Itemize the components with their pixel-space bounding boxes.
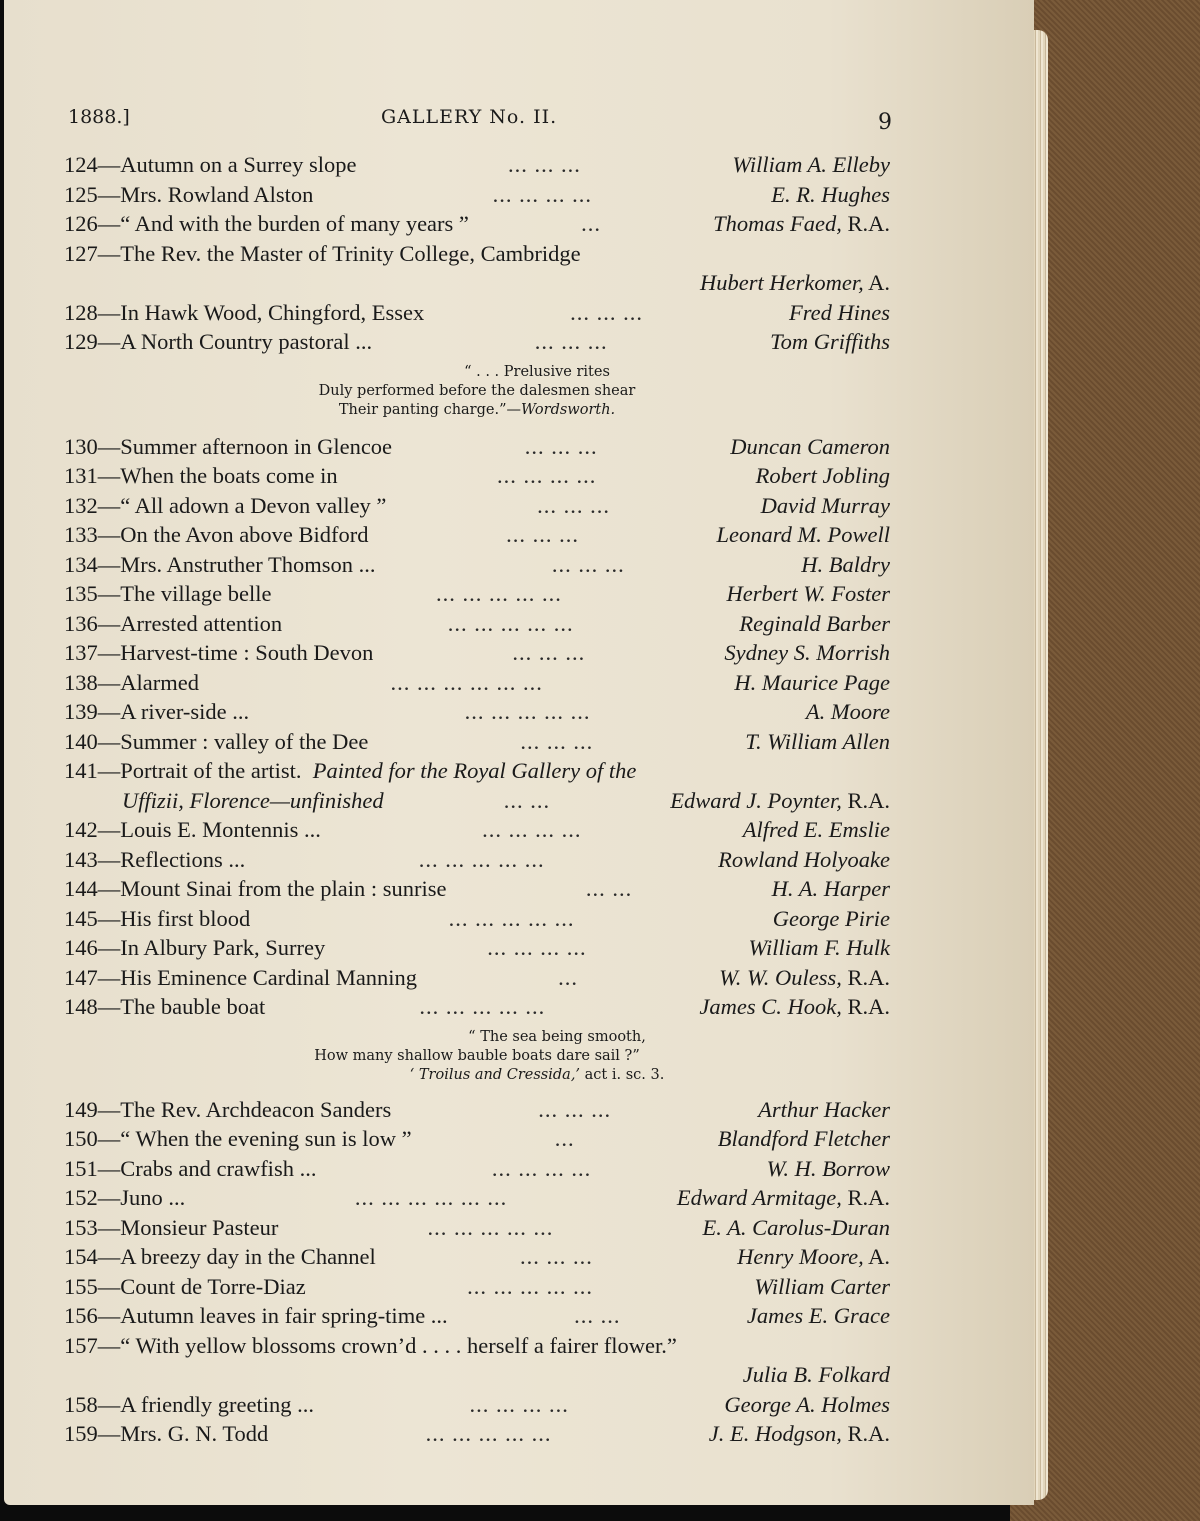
artist-name: E. R. Hughes [771,181,890,207]
entry-title: 126—“ And with the burden of many years ” [64,211,469,236]
entry-artist [745,727,890,757]
leader-dots: ... ... ... ... [482,817,582,842]
entry-artist [716,520,890,550]
entry-artist [743,815,890,845]
entry-title: 158—A friendly greeting ... [64,1391,314,1417]
quote-shakespeare [64,1028,890,1085]
quote-line: How many shallow bauble boats dare sail ?” [314,1047,640,1064]
leader-dots: ... ... ... ... ... [419,994,546,1019]
entry-note: Painted for the Royal Gallery of the [312,758,637,783]
entry-artist [773,904,890,934]
list-item [64,1124,890,1154]
artist-rank: A. [863,1244,890,1269]
leader-dots: ... ... ... [534,329,608,354]
artist-rank: A. [863,270,890,295]
entry-title: 153—Monsieur Pasteur [64,1214,279,1240]
entry-title: 125—Mrs. Rowland Alston [64,181,314,207]
list-item [64,1213,890,1243]
artist-name: H. Maurice Page [734,669,890,695]
quote-line: “ The sea being smooth, [468,1028,646,1045]
entry-title: 146—In Albury Park, Surrey [64,935,326,960]
entry-artist [677,1183,890,1213]
list-item [64,1301,890,1331]
artist-name: Henry Moore, [737,1244,864,1269]
entry-title: 140—Summer : valley of the Dee [64,728,369,754]
leader-dots: ... ... ... ... ... [467,1273,593,1299]
artist-rank: R.A. [841,994,890,1019]
entry-artist [761,491,890,521]
entry-title: 149—The Rev. Archdeacon Sanders [64,1096,392,1122]
list-item [64,697,890,727]
running-head [68,100,892,136]
entry-title: 155—Count de Torre-Diaz [64,1273,306,1299]
list-item [64,727,890,757]
entry-artist [718,845,890,875]
artist-name: Robert Jobling [755,463,890,488]
leader-dots: ... ... ... [570,299,644,325]
artist-name: Fred Hines [788,299,890,325]
artist-name: H. Baldry [801,551,890,577]
leader-dots: ... [581,211,601,236]
leader-dots: ... ... [574,1303,621,1328]
leader-dots: ... ... ... [520,1244,593,1269]
header-title: GALLERY No. II. [381,106,558,128]
entry-title: 127—The Rev. the Master of Trinity College, Cambridge [64,240,581,266]
leader-dots: ... ... ... [520,728,594,754]
leader-dots: ... ... ... ... [487,935,587,960]
entry-artist [756,461,890,491]
artist-name: J. E. Hodgson, [708,1421,842,1446]
artist-name: David Murray [760,492,890,518]
entry-artist [801,550,890,580]
artist-name: Herbert W. Foster [726,581,890,606]
artist-name: James C. Hook, [699,994,842,1019]
quote-source: Wordsworth. [521,401,616,418]
list-item [64,579,890,609]
quote-line: Their panting charge.”—Wordsworth. [338,401,616,418]
entry-title: 138—Alarmed [64,669,199,695]
entry-title: 141—Portrait of the artist. Painted for the Royal Gallery of the [64,758,637,783]
list-item [64,1183,890,1213]
artist-name: James E. Grace [746,1303,890,1328]
artist-name: George A. Holmes [724,1391,890,1417]
list-item [64,874,890,904]
leader-dots: ... ... [503,787,551,813]
entry-artist [730,432,890,462]
entry-title: 130—Summer afternoon in Glencoe [64,433,393,459]
entry-artist [758,1095,890,1125]
entry-artist [771,180,890,210]
list-item [64,150,890,180]
entry-title: 144—Mount Sinai from the plain : sunrise [64,876,447,901]
leader-dots: ... ... ... ... ... [447,610,574,636]
list-item [64,461,890,491]
artist-name: Hubert Herkomer, [700,270,864,295]
list-item [64,239,890,269]
list-item [64,268,890,298]
list-item [64,992,890,1022]
leader-dots: ... ... ... ... [496,463,597,488]
entry-title: 152—Juno ... [64,1185,186,1210]
leader-dots: ... [554,1126,575,1151]
leader-dots: ... ... ... ... [492,181,593,207]
leader-dots: ... ... ... ... ... [427,1214,554,1240]
quote-line: Duly performed before the dalesmen shear [318,382,636,399]
artist-name: Sydney S. Morrish [724,640,890,665]
artist-rank: R.A. [841,211,890,236]
list-item [64,1242,890,1272]
entry-artist [724,638,890,668]
list-item [64,904,890,934]
leader-dots: ... ... ... ... ... ... [390,669,543,695]
entry-artist [747,1301,890,1331]
entry-artist [767,1154,890,1184]
list-item [64,609,890,639]
leader-dots: ... ... ... [537,492,610,518]
list-item [64,491,890,521]
entry-title: 145—His first blood [64,905,251,931]
leader-dots: ... ... [585,876,633,901]
leader-dots: ... ... ... ... ... [436,581,562,606]
quote-line: ‘ Troilus and Cressida,’ act i. sc. 3. [409,1066,665,1083]
entries-group-c [64,815,890,1022]
artist-name: Alfred E. Emslie [742,817,890,842]
entry-artist [806,697,890,727]
artist-name: T. William Allen [745,728,890,754]
entry-artist [749,933,890,963]
entry-artist [719,963,890,993]
header-year: 1888.] [68,106,130,128]
list-item [64,432,890,462]
leader-dots: ... ... ... ... [491,1155,592,1181]
page-number: 9 [878,110,892,135]
entry-title: 139—A river-side ... [64,699,250,724]
leader-dots: ... [558,964,579,990]
list-item [64,1154,890,1184]
artist-name: Blandford Fletcher [717,1126,890,1151]
artist-name: William F. Hulk [748,935,890,960]
list-item [64,845,890,875]
artist-name: W. W. Ouless, [719,964,842,990]
list-item [64,1331,890,1361]
entry-title: 157—“ With yellow blossoms crown’d . . . . herself a fairer flower.” [64,1332,677,1358]
leader-dots: ... ... ... ... ... [448,905,575,931]
entry-title: 143—Reflections ... [64,846,246,872]
list-item [64,1419,890,1449]
leader-dots: ... ... ... [524,433,598,459]
entry-title: 136—Arrested attention [64,610,283,636]
artist-name: Tom Griffiths [770,329,890,354]
entry-artist: Edward J. Poynter, R.A. [670,787,890,813]
list-item [64,1390,890,1420]
leader-dots: ... ... ... ... [469,1391,569,1417]
list-item [64,1360,890,1390]
leader-dots: ... ... ... ... ... [464,699,591,724]
entry-title: 147—His Eminence Cardinal Manning [64,964,418,990]
leader-dots: ... ... ... [538,1096,612,1122]
artist-name: William A. Elleby [732,152,890,177]
quote-source: ‘ Troilus and Cressida,’ [409,1066,581,1083]
list-item [64,1095,890,1125]
artist-name: Duncan Cameron [730,433,890,459]
list-item [64,756,890,786]
list-item [64,209,890,239]
entry-title: 159—Mrs. G. N. Todd [64,1421,269,1446]
entry-artist [754,1272,890,1302]
list-item [64,180,890,210]
entry-artist [737,1242,890,1272]
list-item [64,963,890,993]
artist-rank: R.A. [841,1185,890,1210]
entry-artist [726,579,890,609]
entry-artist [732,150,890,180]
entry-title: 148—The bauble boat [64,994,266,1019]
leader-dots: ... ... ... [506,522,579,547]
entry-artist [709,1419,890,1449]
artist-name: Julia B. Folkard [742,1362,890,1387]
entry-artist [789,298,890,328]
leader-dots: ... ... ... ... ... [425,1421,552,1446]
entry-artist [770,327,890,357]
artist-name: George Pirie [772,905,890,931]
artist-name: A. Moore [805,699,890,724]
artist-name: H. A. Harper [771,876,890,901]
artist-name: Thomas Faed, [713,211,842,236]
list-item [64,786,890,816]
entry-artist [700,268,890,298]
entry-title: 135—The village belle [64,581,272,606]
entry-title: 142—Louis E. Montennis ... [64,817,321,842]
entries-group-a [64,150,890,357]
entry-artist [724,1390,890,1420]
list-item [64,815,890,845]
entry-artist [699,992,890,1022]
leader-dots: ... ... ... ... ... ... [354,1185,508,1210]
artist-name: Arthur Hacker [758,1096,890,1122]
entry-artist [739,609,890,639]
entry-title: 134—Mrs. Anstruther Thomson ... [64,551,376,577]
leader-dots: ... ... ... [512,640,586,665]
entries-group-b [64,432,890,757]
leader-dots: ... ... ... ... ... [418,846,545,872]
entry-title: 131—When the boats come in [64,463,338,488]
entry-title: 137—Harvest-time : South Devon [64,640,374,665]
entry-artist [718,1124,890,1154]
quote-line: “ . . . Prelusive rites [464,363,610,380]
entries-group-d [64,1095,890,1449]
artist-name: Reginald Barber [739,610,890,636]
entry-title: 132—“ All adown a Devon valley ” [64,492,387,518]
entry-title: 129—A North Country pastoral ... [64,329,373,354]
artist-name: Rowland Holyoake [718,846,890,872]
artist-name: Edward Armitage, [676,1185,842,1210]
list-item [64,668,890,698]
entry-artist [702,1213,890,1243]
artist-rank: R.A. [841,964,890,990]
quote-wordsworth [64,363,890,420]
list-item [64,298,890,328]
artist-name: E. A. Carolus-Duran [702,1214,890,1240]
artist-name: Leonard M. Powell [716,522,890,547]
artist-name: W. H. Borrow [766,1155,890,1181]
list-item [64,327,890,357]
list-item [64,550,890,580]
list-item [64,1272,890,1302]
artist-name: William Carter [754,1273,890,1299]
entry-title: 128—In Hawk Wood, Chingford, Essex [64,299,425,325]
list-item [64,520,890,550]
entry-artist [772,874,890,904]
leader-dots: ... ... ... [507,152,581,177]
entry-artist [743,1360,890,1390]
entry-note: Uffizii, Florence—unfinished [122,787,384,813]
entry-title: 150—“ When the evening sun is low ” [64,1126,412,1151]
catalogue-list [64,150,890,1449]
list-item [64,638,890,668]
entry-title: 151—Crabs and crawfish ... [64,1155,317,1181]
leader-dots: ... ... ... [551,551,625,577]
list-item [64,933,890,963]
entry-artist [713,209,890,239]
entry-title: 156—Autumn leaves in fair spring-time ... [64,1303,448,1328]
entry-title: 154—A breezy day in the Channel [64,1244,376,1269]
artist-rank: R.A. [841,1421,890,1446]
entry-artist [734,668,890,698]
entry-title: 133—On the Avon above Bidford [64,522,369,547]
entry-title: 124—Autumn on a Surrey slope [64,152,357,177]
